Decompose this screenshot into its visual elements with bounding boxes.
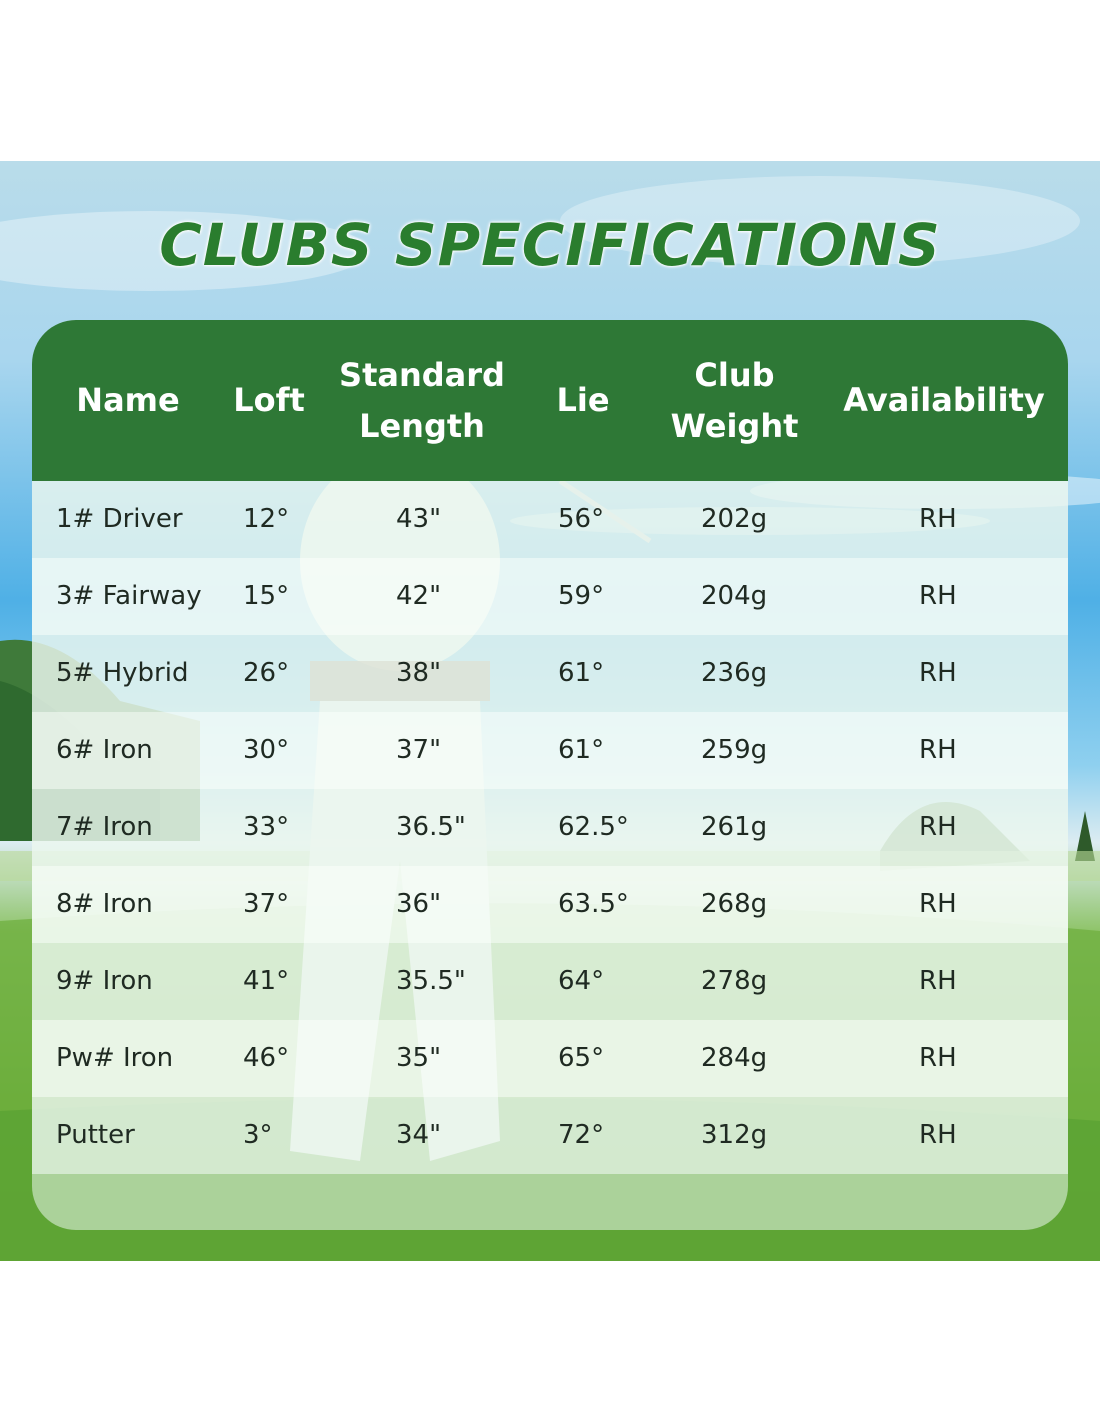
table-row xyxy=(32,789,1068,866)
cell-standard-length: 43" xyxy=(396,504,442,534)
cell-loft: 26° xyxy=(243,658,290,688)
cell-name: 5# Hybrid xyxy=(56,658,189,688)
cell-name: 9# Iron xyxy=(56,966,153,996)
cell-loft: 37° xyxy=(243,889,290,919)
cell-club-weight: 312g xyxy=(701,1120,768,1150)
specs-table xyxy=(32,320,1068,1230)
cell-name: Pw# Iron xyxy=(56,1043,174,1073)
cell-loft: 46° xyxy=(243,1043,290,1073)
background-photo xyxy=(0,161,1100,1261)
cell-lie: 72° xyxy=(558,1120,605,1150)
cell-club-weight: 284g xyxy=(701,1043,768,1073)
cell-club-weight: 278g xyxy=(701,966,768,996)
cell-standard-length: 38" xyxy=(396,658,442,688)
table-row xyxy=(32,866,1068,943)
cell-loft: 12° xyxy=(243,504,290,534)
table-row xyxy=(32,943,1068,1020)
cell-name: 7# Iron xyxy=(56,812,153,842)
cell-name: 1# Driver xyxy=(56,504,183,534)
cell-standard-length: 36.5" xyxy=(396,812,466,842)
cell-loft: 33° xyxy=(243,812,290,842)
table-row xyxy=(32,1097,1068,1174)
cell-standard-length: 34" xyxy=(396,1120,442,1150)
cell-lie: 56° xyxy=(558,504,605,534)
header-lie: Lie xyxy=(556,381,610,419)
table-row xyxy=(32,558,1068,635)
cell-name: 6# Iron xyxy=(56,735,153,765)
header-name: Name xyxy=(76,381,180,419)
cell-lie: 61° xyxy=(558,658,605,688)
cell-club-weight: 204g xyxy=(701,581,768,611)
cell-standard-length: 35.5" xyxy=(396,966,466,996)
cell-availability: RH xyxy=(919,581,957,611)
cell-club-weight: 261g xyxy=(701,812,768,842)
cell-name: 8# Iron xyxy=(56,889,153,919)
cell-club-weight: 236g xyxy=(701,658,768,688)
cell-availability: RH xyxy=(919,658,957,688)
cell-club-weight: 202g xyxy=(701,504,768,534)
cell-name: 3# Fairway xyxy=(56,581,202,611)
cell-loft: 41° xyxy=(243,966,290,996)
cell-availability: RH xyxy=(919,504,957,534)
table-row xyxy=(32,481,1068,558)
cell-standard-length: 35" xyxy=(396,1043,442,1073)
cell-standard-length: 37" xyxy=(396,735,442,765)
cell-lie: 63.5° xyxy=(558,889,629,919)
cell-lie: 59° xyxy=(558,581,605,611)
page-title: CLUBS SPECIFICATIONS xyxy=(159,211,941,279)
cell-lie: 62.5° xyxy=(558,812,629,842)
cell-availability: RH xyxy=(919,1120,957,1150)
cell-availability: RH xyxy=(919,1043,957,1073)
header-club-weight: Club Weight xyxy=(670,355,799,445)
table-header xyxy=(32,320,1068,481)
cell-loft: 15° xyxy=(243,581,290,611)
cell-lie: 64° xyxy=(558,966,605,996)
cell-availability: RH xyxy=(919,966,957,996)
cell-club-weight: 259g xyxy=(701,735,768,765)
cell-lie: 65° xyxy=(558,1043,605,1073)
table-row xyxy=(32,712,1068,789)
header-availability: Availability xyxy=(843,381,1045,419)
cell-availability: RH xyxy=(919,735,957,765)
cell-standard-length: 36" xyxy=(396,889,442,919)
table-row xyxy=(32,1020,1068,1097)
cell-lie: 61° xyxy=(558,735,605,765)
cell-availability: RH xyxy=(919,889,957,919)
table-row xyxy=(32,635,1068,712)
cell-name: Putter xyxy=(56,1120,135,1150)
cell-availability: RH xyxy=(919,812,957,842)
header-standard-length: Standard Length xyxy=(339,355,505,445)
cell-club-weight: 268g xyxy=(701,889,768,919)
cell-standard-length: 42" xyxy=(396,581,442,611)
cell-loft: 3° xyxy=(243,1120,273,1150)
header-loft: Loft xyxy=(233,381,305,419)
cell-loft: 30° xyxy=(243,735,290,765)
